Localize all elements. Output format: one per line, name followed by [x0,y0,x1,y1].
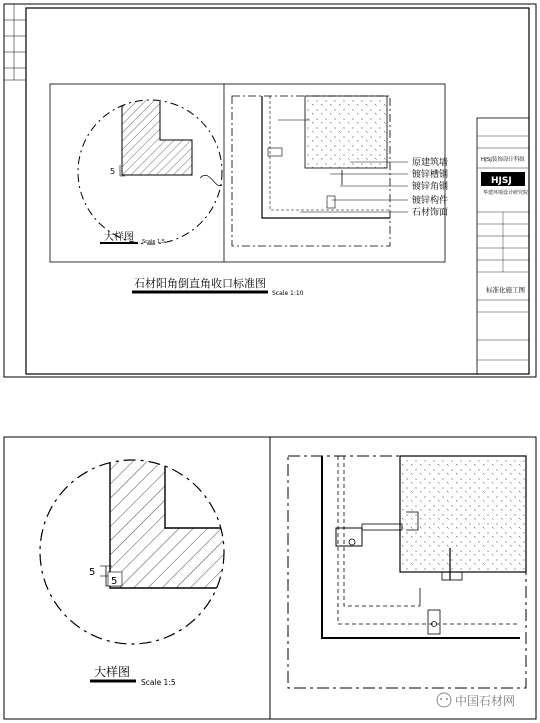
top-detail-title: 大样图 [104,232,134,243]
margin-strip [4,4,26,80]
top-detail-scale: Scale 1:5 [142,239,166,245]
title-block [477,118,529,374]
main-title: 石材阳角倒直角收口标准图 [134,277,266,290]
top-section-drawing [232,96,390,246]
bottom-detail-scale: Scale 1:5 [141,678,176,687]
top-drawing-sheet [4,4,536,377]
title-block-company: HJSJ装饰设计科组 [481,157,525,163]
bottom-detail-title: 大样图 [94,665,131,679]
top-detail-caption [100,230,165,245]
watermark [437,693,515,708]
watermark-text: 中国石材网 [455,694,516,708]
top-detail-dimension: 5 [110,167,116,176]
callout-label: 镀锌构件 [412,196,449,206]
top-detail-circle [78,95,222,244]
main-scale: Scale 1:10 [272,290,304,297]
bottom-drawing-sheet [4,437,536,719]
callout-label: 石材饰面 [412,208,449,218]
main-title-block [132,276,304,297]
bottom-dimension-horizontal: 5 [111,576,118,587]
callout-label: 镀锌角钢 [412,182,449,192]
title-block-drawing-name: 标准化施工图 [486,286,525,294]
callout-label: 原建筑墙 [412,158,449,168]
bottom-dimension-vertical: 5 [89,567,96,578]
bottom-section-drawing [288,456,526,688]
bottom-detail-caption [90,664,176,687]
callout-label: 镀锌槽钢 [412,170,449,180]
company-logo: HJSJ [491,176,512,186]
title-block-institute: 华建环境设计研究院 [483,190,529,196]
bottom-detail-circle [40,450,240,644]
